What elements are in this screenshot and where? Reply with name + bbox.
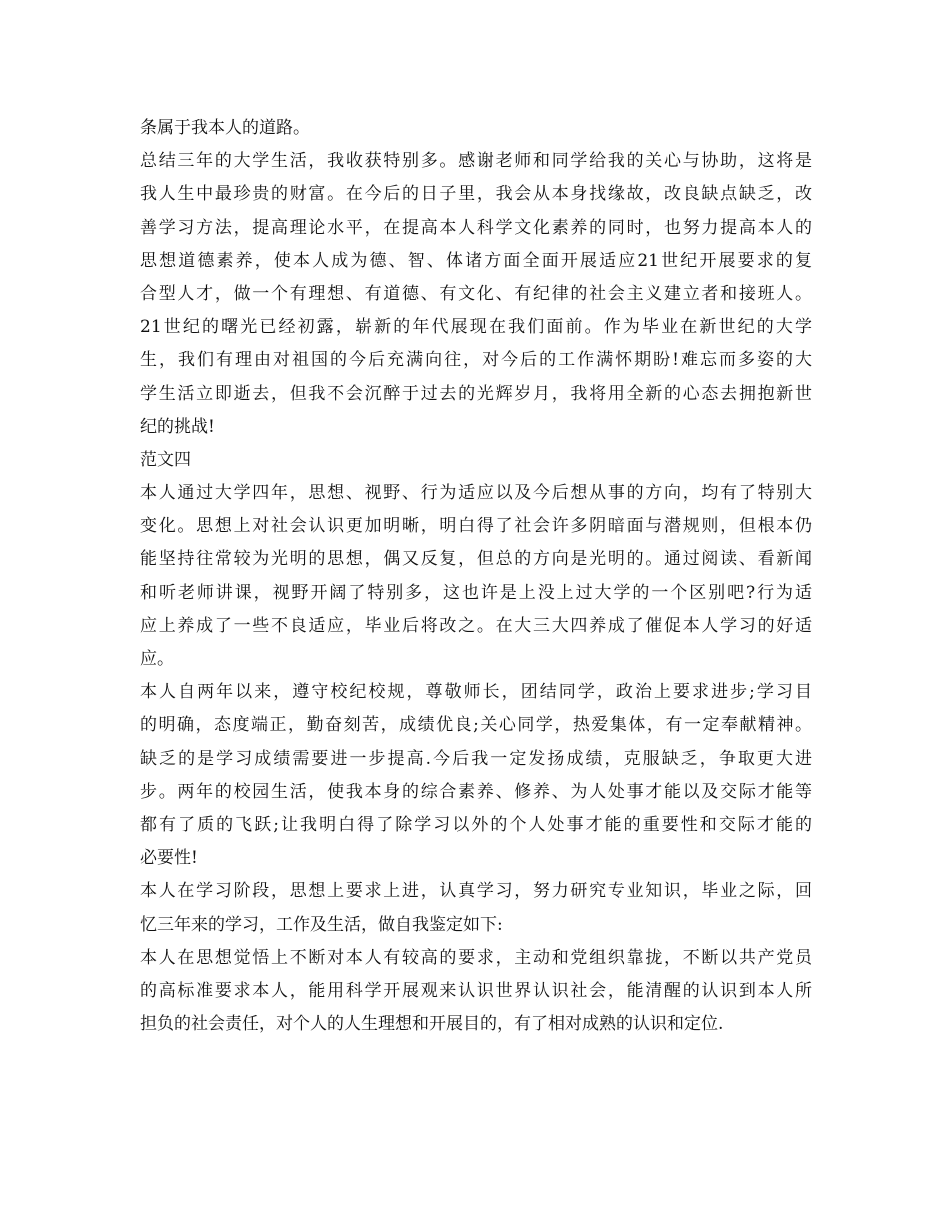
text-line: 能坚持往常较为光明的思想，偶又反复，但总的方向是光明的。通过阅读、看新闻	[140, 549, 812, 570]
text-line: 纪的挑战!	[140, 416, 215, 437]
text-line: 的明确，态度端正，勤奋刻苦，成绩优良;关心同学，热爱集体，有一定奉献精神。	[140, 715, 812, 736]
text-line: 本人在思想觉悟上不断对本人有较高的要求，主动和党组织靠拢，不断以共产党员	[140, 947, 812, 968]
text-line: 生，我们有理由对祖国的今后充满向往，对今后的工作满怀期盼!难忘而多姿的大	[140, 350, 812, 371]
text-line: 本人在学习阶段，思想上要求上进，认真学习，努力研究专业知识，毕业之际，回	[140, 881, 812, 902]
text-line: 学生活立即逝去，但我不会沉醉于过去的光辉岁月，我将用全新的心态去拥抱新世	[140, 383, 812, 404]
text-line: 我人生中最珍贵的财富。在今后的日子里，我会从本身找缘故，改良缺点缺乏，改	[140, 184, 812, 205]
text-line: 合型人才，做一个有理想、有道德、有文化、有纪律的社会主义建立者和接班人。	[140, 283, 812, 304]
text-line: 条属于我本人的道路。	[140, 118, 310, 138]
text-line: 总结三年的大学生活，我收获特别多。感谢老师和同学给我的关心与协助，这将是	[140, 151, 812, 172]
text-line: 21世纪的曙光已经初露，崭新的年代展现在我们面前。作为毕业在新世纪的大学	[140, 317, 812, 338]
text-line: 思想道德素养，使本人成为德、智、体诸方面全面开展适应21世纪开展要求的复	[140, 250, 812, 271]
text-line: 缺乏的是学习成绩需要进一步提高.今后我一定发扬成绩，克服缺乏，争取更大进	[140, 748, 812, 769]
text-line: 和听老师讲课，视野开阔了特别多，这也许是上没上过大学的一个区别吧?行为适	[140, 582, 812, 603]
document-body	[140, 112, 812, 1041]
text-line: 应上养成了一些不良适应，毕业后将改之。在大三大四养成了催促本人学习的好适	[140, 615, 812, 636]
text-line: 本人自两年以来，遵守校纪校规，尊敬师长，团结同学，政治上要求进步;学习目	[140, 682, 812, 703]
text-line: 本人通过大学四年，思想、视野、行为适应以及今后想从事的方向，均有了特别大	[140, 483, 812, 504]
text-line: 忆三年来的学习，工作及生活，做自我鉴定如下:	[140, 914, 503, 935]
text-line: 担负的社会责任，对个人的人生理想和开展目的，有了相对成熟的认识和定位.	[140, 1014, 724, 1035]
text-line: 变化。思想上对社会认识更加明晰，明白得了社会许多阴暗面与潜规则，但根本仍	[140, 516, 812, 537]
text-line: 都有了质的飞跃;让我明白得了除学习以外的个人处事才能的重要性和交际才能的	[140, 814, 812, 835]
text-line: 范文四	[140, 449, 191, 470]
text-line: 的高标准要求本人，能用科学开展观来认识世界认识社会，能清醒的认识到本人所	[140, 980, 812, 1001]
text-line: 步。两年的校园生活，使我本身的综合素养、修养、为人处事才能以及交际才能等	[140, 781, 812, 802]
text-line: 必要性!	[140, 848, 198, 869]
text-line: 应。	[140, 649, 174, 669]
text-line: 善学习方法，提高理论水平，在提高本人科学文化素养的同时，也努力提高本人的	[140, 217, 812, 238]
